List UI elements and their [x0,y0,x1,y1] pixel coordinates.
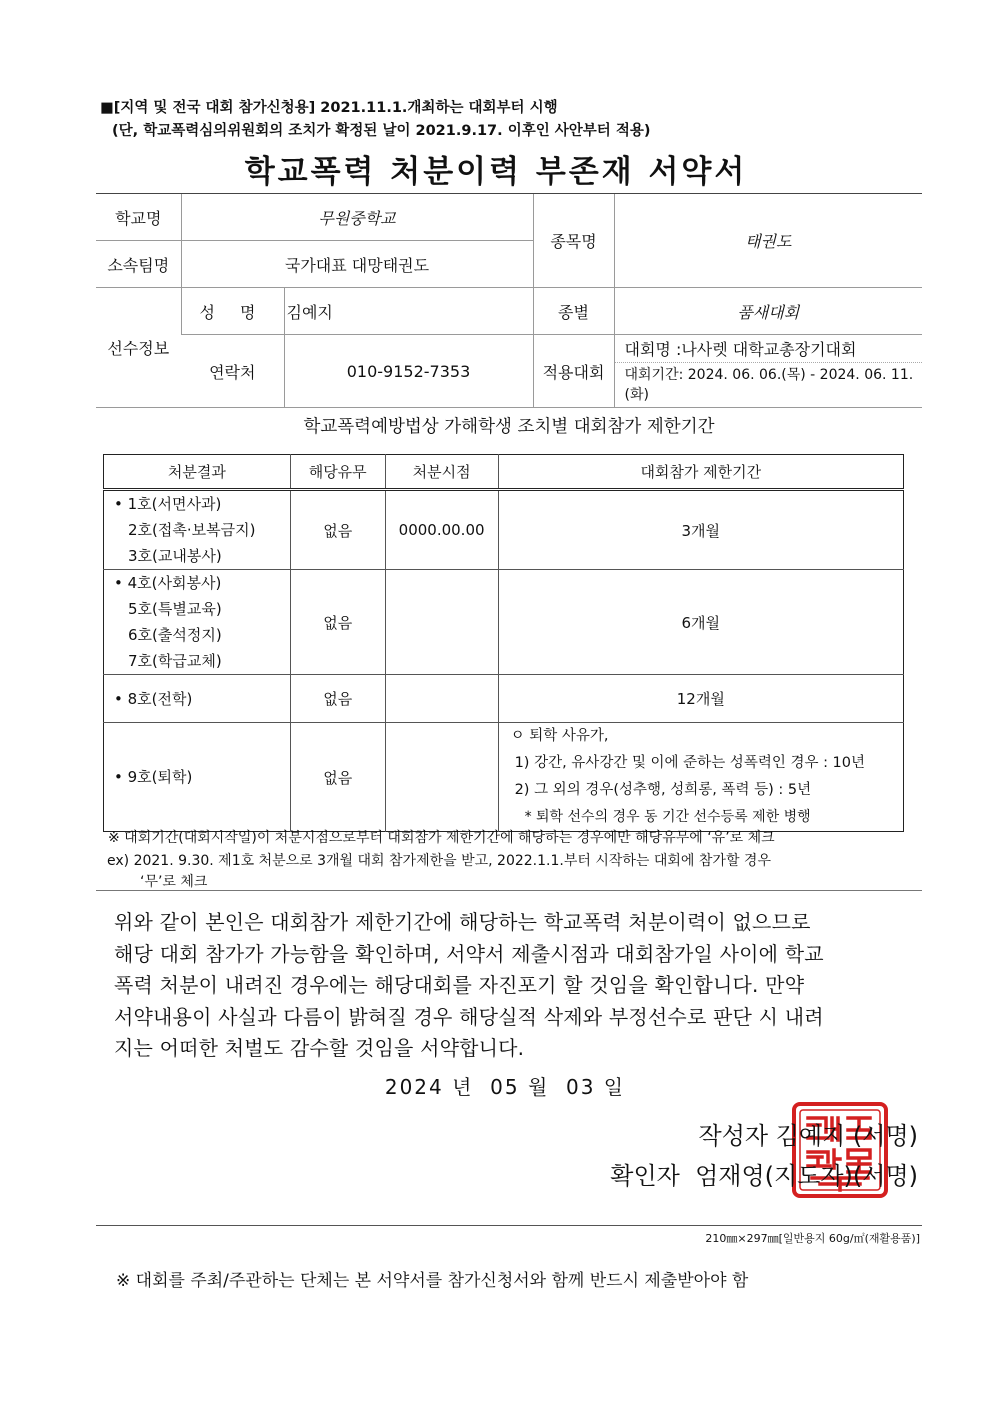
event-value: 태권도 [614,194,922,288]
note-line: * 퇴학 선수의 경우 동 기간 선수등록 제한 병행 [524,809,811,825]
table-row [104,490,904,570]
divider [96,890,922,891]
sanction-items [104,675,291,723]
sanction-item: • 4호(사회봉사) [114,574,222,592]
sanction-items [104,723,291,832]
paper-spec: 210㎜×297㎜[일반용지 60g/㎡(재활용품)] [705,1232,920,1245]
applicable-value: 없음 [290,490,385,570]
sanction-item: 2호(접촉·보복금지) [128,521,256,539]
competition-cell [614,335,922,408]
footnote-example: ex) 2021. 9.30. 제1호 처분으로 3개월 대회 참가제한을 받고, 2022.1.1.부터 시작하는 대회에 참가할 경우 [107,853,771,869]
table-row [104,675,904,723]
sanction-item: • 1호(서면사과) [114,495,222,513]
note-line: ㅇ 퇴학 사유가, [510,728,609,744]
sanction-items [104,490,291,570]
player-info-label: 선수정보 [96,288,181,408]
note-line: 1) 강간, 유사강간 및 이에 준하는 성폭력인 경우 : 10년 [514,755,866,771]
event-label: 종목명 [533,194,614,288]
restriction-subtitle: 학교폭력예방법상 가해학생 조치별 대회참가 제한기간 [303,417,715,437]
note-line: 2) 그 외의 경우(성추행, 성희롱, 폭력 등) : 5년 [514,782,812,798]
header-date: 처분시점 [385,455,498,490]
team-label: 소속팀명 [96,241,181,288]
table-row [104,723,904,832]
sanction-date [385,675,498,723]
pledge-text [114,907,904,1065]
header-limit: 대회참가 제한기간 [498,455,903,490]
submission-note: ※ 대회를 주최/주관하는 단체는 본 서약서를 참가신청서와 함께 반드시 제출받아야 함 [116,1271,749,1291]
notice-line-1: ■[지역 및 전국 대회 참가신청용] 2021.11.1.개최하는 대회부터 시행 [100,100,558,116]
competition-name: 대회명 :나사렛 대학교총장기대회 [615,335,923,363]
sanction-item: • 9호(퇴학) [114,768,193,786]
sanction-item: 3호(교내봉사) [128,547,222,565]
applicable-value: 없음 [290,723,385,832]
sanction-items [104,570,291,675]
pledge-line: 지는 어떠한 처벌도 감수할 것임을 서약합니다. [114,1036,525,1060]
sanction-item: • 8호(전학) [114,689,193,708]
competition-label: 적용대회 [533,335,614,408]
footnote-example-cont: ‘무’로 체크 [140,874,208,890]
contact-label: 연락처 [181,335,284,408]
competition-period: 대회기간: 2024. 06. 06.(목) - 2024. 06. 11.(화) [624,367,914,403]
pledge-line: 해당 대회 참가가 가능함을 확인하며, 서약서 제출시점과 대회참가일 사이에 학교 [114,941,824,966]
player-info-table [96,193,922,408]
sanction-date [385,570,498,675]
name-label: 성 명 [181,288,284,335]
applicable-value: 없음 [290,570,385,675]
category-label: 종별 [533,288,614,335]
name-value: 김예지 [284,288,533,335]
sanction-item: 7호(학급교체) [128,652,222,670]
limit-value: 3개월 [498,490,903,570]
pledge-line: 서약내용이 사실과 다름이 밝혀질 경우 해당실적 삭제와 부정선수로 판단 시 내려 [114,1004,824,1029]
school-label: 학교명 [96,194,181,241]
pledge-line: 위와 같이 본인은 대회참가 제한기간에 해당하는 학교폭력 처분이력이 없으므로 [114,910,811,934]
sanction-table [103,454,904,832]
footnote-note: ※ 대회기간(대회시작일)이 처분시점으로부터 대회참가 제한기간에 해당하는 경우에만 해당유무에 ‘유’로 체크 [108,830,775,846]
page-title: 학교폭력 처분이력 부존재 서약서 [244,154,748,190]
notice-line-2: (단, 학교폭력심의위원회의 조치가 확정된 날이 2021.9.17. 이후인 사안부터 적용) [112,123,651,139]
confirmer-signature: 확인자 엄재영(지도자)(서명) [610,1162,918,1190]
header-applicable: 해당유무 [290,455,385,490]
school-value: 무원중학교 [181,194,533,241]
expulsion-note [498,723,903,832]
sanction-date: 0000.00.00 [385,490,498,570]
limit-value: 6개월 [498,570,903,675]
sanction-item: 6호(출석정지) [128,626,222,644]
header-result: 처분결과 [167,463,226,481]
pledge-line: 폭력 처분이 내려진 경우에는 해당대회를 자진포기 할 것임을 확인합니다. 만약 [114,973,805,997]
bottom-divider [96,1225,922,1226]
applicable-value: 없음 [290,675,385,723]
team-value: 국가대표 대망태권도 [181,241,533,288]
writer-signature: 작성자 김예지 (서명) [698,1122,918,1150]
sanction-item: 5호(특별교육) [128,600,222,618]
category-value: 품새대회 [614,288,922,335]
pledge-date: 2024 년 05 월 03 일 [384,1075,626,1099]
sanction-date [385,723,498,832]
limit-value: 12개월 [498,675,903,723]
contact-value: 010-9152-7353 [284,335,533,408]
table-row [104,570,904,675]
